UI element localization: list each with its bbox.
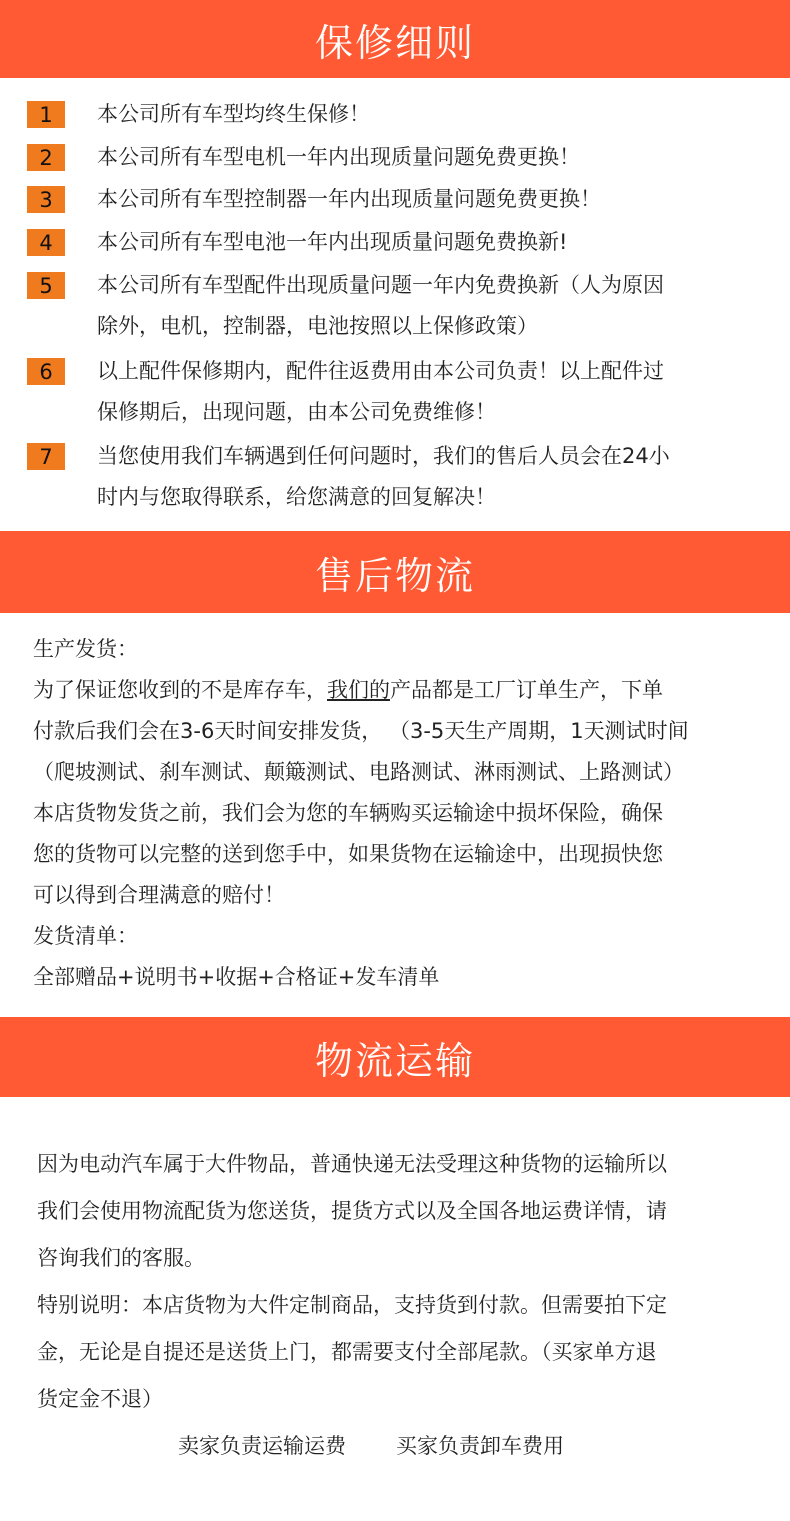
- item-line: 保修期后，出现问题，由本公司免费维修！: [97, 400, 496, 424]
- text-line: 全部赠品+说明书+收据+合格证+发车清单: [33, 965, 440, 989]
- item-text: [97, 94, 767, 135]
- text-line: 发货清单：: [33, 924, 138, 948]
- item-text: [97, 137, 767, 178]
- text-line: 您的货物可以完整的送到您手中，如果货物在运输途中，出现损快您: [33, 842, 663, 866]
- item-number-badge: 1: [27, 101, 65, 128]
- logistics-header: [0, 1017, 790, 1097]
- warranty-header: [0, 0, 790, 78]
- text-line: 咨询我们的客服。: [37, 1246, 205, 1270]
- text-line: 付款后我们会在3-6天时间安排发货， （3-5天生产周期，1天测试时间: [33, 719, 689, 743]
- text-line: （爬坡测试、刹车测试、颠簸测试、电路测试、淋雨测试、上路测试）: [33, 760, 684, 784]
- item-number-badge: 3: [27, 186, 65, 213]
- item-text: [97, 179, 767, 220]
- text-line: 本店货物发货之前，我们会为您的车辆购买运输途中损坏保险，确保: [33, 801, 663, 825]
- item-line: 本公司所有车型电池一年内出现质量问题免费换新!: [97, 230, 568, 254]
- aftersales-body: [33, 629, 773, 998]
- item-line: 本公司所有车型均终生保修！: [97, 102, 370, 126]
- logistics-title: 物流运输: [314, 1038, 475, 1083]
- item-text: [97, 436, 767, 518]
- text-line: 特别说明：本店货物为大件定制商品，支持货到付款。但需要拍下定: [37, 1293, 667, 1317]
- item-text: [97, 265, 767, 347]
- text-line: 可以得到合理满意的赔付！: [33, 883, 285, 907]
- item-line: 本公司所有车型配件出现质量问题一年内免费换新（人为原因: [97, 273, 664, 297]
- aftersales-title: 售后物流: [314, 553, 475, 598]
- item-number-badge: 2: [27, 144, 65, 171]
- text-line: 货定金不退）: [37, 1387, 163, 1411]
- item-line: 本公司所有车型电机一年内出现质量问题免费更换！: [97, 145, 580, 169]
- item-number-badge: 4: [27, 229, 65, 256]
- text-line: 生产发货：: [33, 637, 138, 661]
- item-number-badge: 7: [27, 443, 65, 470]
- item-text: [97, 351, 767, 433]
- item-number-badge: 5: [27, 272, 65, 299]
- item-line: 以上配件保修期内，配件往返费用由本公司负责！以上配件过: [97, 359, 664, 383]
- aftersales-header: [0, 531, 790, 613]
- text-line: 为了保证您收到的不是库存车，我们的产品都是工厂订单生产，下单: [33, 678, 663, 702]
- item-number-badge: 6: [27, 358, 65, 385]
- underlined-text: 我们的: [327, 678, 390, 702]
- text-line: 因为电动汽车属于大件物品，普通快递无法受理这种货物的运输所以: [37, 1152, 667, 1176]
- item-line: 本公司所有车型控制器一年内出现质量问题免费更换！: [97, 187, 601, 211]
- seller-fee-note: 卖家负责运输运费: [178, 1434, 346, 1458]
- buyer-fee-note: 买家负责卸车费用: [396, 1434, 564, 1458]
- item-line: 除外，电机，控制器，电池按照以上保修政策）: [97, 314, 538, 338]
- text-line: 我们会使用物流配货为您送货，提货方式以及全国各地运费详情，请: [37, 1199, 667, 1223]
- logistics-body: [37, 1141, 777, 1423]
- warranty-title: 保修细则: [314, 20, 475, 65]
- item-line: 当您使用我们车辆遇到任何问题时，我们的售后人员会在24小: [97, 444, 670, 468]
- item-line: 时内与您取得联系，给您满意的回复解决！: [97, 485, 496, 509]
- text-line: 金，无论是自提还是送货上门，都需要支付全部尾款。（买家单方退: [37, 1340, 657, 1364]
- item-text: [97, 222, 767, 263]
